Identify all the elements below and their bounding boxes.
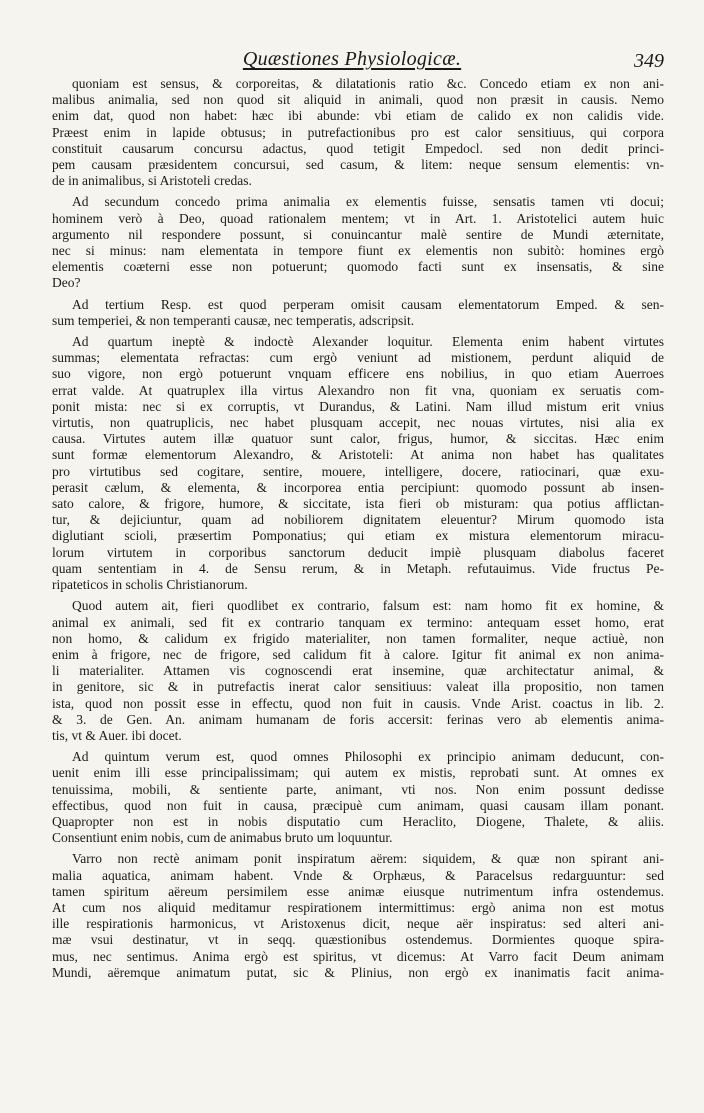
text-line: virtutis, non quatruplicis, nec habet plusquam accepit, nec nouas virtutes, nisi alia ex — [52, 415, 664, 431]
text-line: mæ vsui destinatur, vt in seqq. quæstionibus ostendemus. Dormientes quoque spira- — [52, 932, 664, 948]
text-line: At cum nos aliquid meditamur respirationem intermittimus: ergò anima non est motus — [52, 899, 664, 915]
paragraph — [52, 297, 664, 329]
text-line: tamen spiritum aëreum persimilem esse animæ eiusque nutrimentum infra ostendemus. — [52, 883, 664, 899]
text-line: Quod autem ait, fieri quodlibet ex contrario, falsum est: nam homo fit ex homine, & — [72, 598, 664, 614]
text-line: tur, & dejiciuntur, quam ad nobiliorem dignitatem eleuentur? Mirum quomodo ista — [52, 512, 664, 528]
text-line: Ad secundum concedo prima animalia ex elementis fuisse, sensatis tamen vti docui; — [72, 194, 664, 210]
text-line: non homo, & calidum ex frigido materialiter, non tamen formaliter, neque actiuè, non — [52, 630, 664, 646]
text-line: ripateticos in scholis Christianorum. — [52, 577, 248, 593]
text-line: animal ex animali, sed fit ex contrario tanquam ex termino: antequam esset homo, erat — [52, 614, 664, 630]
text-line: nec si minus: nam elementata in tempore fiunt ex elementis non subitò: homines ergò — [52, 243, 664, 259]
text-line: ista, quod non possit esse in effectu, quod non fuit in causis. Vnde Arist. coactus in lib. 2. — [52, 695, 664, 711]
text-line: & 3. de Gen. An. animam humanam de foris accersit: ferinas vero ab elementis anima- — [52, 711, 664, 727]
text-line: Varro non rectè animam ponit inspiratum aërem: siquidem, & quæ non spirant ani- — [72, 851, 664, 867]
body-text — [52, 76, 664, 986]
text-line: causa. Virtutes autem illæ quatuor sunt calor, frigus, humor, & siccitas. Hæc enim — [52, 431, 664, 447]
text-line: Quapropter non est in nobis disputatio cum Heraclito, Diogene, Thalete, & aliis. — [52, 813, 664, 829]
text-line: pem causam præsidentem concursui, sed casum, & litem: neque sensum elementis: vn- — [52, 157, 664, 173]
text-line: tenuissima, mobili, & sentiente parte, animant, vti nos. Non enim possunt dedisse — [52, 781, 664, 797]
text-line: effectibus, quod non fuit in causa, præcipuè cum animam, quasi causam illam ponant. — [52, 797, 664, 813]
text-line: Ad quartum ineptè & indoctè Alexander loquitur. Elementa enim habent virtutes — [72, 334, 664, 350]
text-line: Deo? — [52, 275, 81, 291]
text-line: suo vigore, non ergò potuerunt vnquam efficere ens nobilius, in quo etiam Auerroes — [52, 366, 664, 382]
text-line: elementis coæterni esse non potuerunt; quomodo facti sunt ex insensatis, & sine — [52, 259, 664, 275]
text-line: tis, vt & Auer. ibi docet. — [52, 727, 182, 743]
text-line: quoniam est sensus, & corporeitas, & dilatationis ratio &c. Concedo etiam ex non ani- — [72, 76, 664, 91]
paragraph — [52, 851, 664, 981]
text-line: lorum virtutem in corporibus sanctorum deducit impiè plusquam diabolus faceret — [52, 544, 664, 560]
paragraph — [52, 334, 664, 593]
text-line: sato calore, & frigore, humore, & siccitate, ista fieri ob misturam: qua potius afflictan- — [52, 496, 664, 512]
text-line: mus, nec sentimus. Anima ergò est spiritus, vt dicemus: At Varro facit Deum animam — [52, 948, 664, 964]
text-line: li materialiter. Attamen vis cognoscendi erat insemine, quæ architectatur animal, & — [52, 663, 664, 679]
text-line: ille respirationis harmonicus, vt Aristoxenus dicit, neque aër inspiratus: sed alteri ani- — [52, 916, 664, 932]
running-title: Quæstiones Physiologicæ. — [242, 48, 462, 70]
text-line: Ad quintum verum est, quod omnes Philosophi ex principio animam deducunt, con- — [72, 749, 664, 765]
paragraph — [52, 749, 664, 846]
page-header — [40, 48, 664, 74]
text-line: enim dat, quod non habet: hæc ibi abunde: vbi etiam de calido ex non calidis vide. — [52, 108, 664, 124]
text-line: sum temperiei, & non temperanti causæ, nec temperatis, adscripsit. — [52, 312, 415, 328]
text-line: diglutiant scioli, præsertim Pomponatius; qui etiam ex mistura elementorum miracu- — [52, 528, 664, 544]
text-line: quam sententiam in 4. de Sensu rerum, & in Metaph. refutauimus. Vide fructus Pe- — [52, 560, 664, 576]
text-line: errat valde. At quatruplex illa virtus Alexandro non fit vna, quoniam ex seruatis com- — [52, 382, 664, 398]
text-line: perasit cælum, & elementa, & incorporea entia percipiunt: quomodo possunt ab insen- — [52, 479, 664, 495]
paragraph — [52, 194, 664, 291]
text-line: malibus animalia, sed non quod sit aliquid in animali, quod non præsit in causis. Nemo — [52, 92, 664, 108]
text-line: argumento nil respondere possunt, si conuincantur malè sentire de Mundi æternitate, — [52, 226, 664, 242]
text-line: sunt formæ elementorum Alexandro, & Aristoteli: At anima non habet has qualitates — [52, 447, 664, 463]
text-line: Præest enim in lapide obtusus; in putrefactionibus pro est calor sensitiuus, qui corpora — [52, 124, 664, 140]
page-number: 349 — [634, 50, 664, 72]
text-line: malia aquatica, animam habent. Vnde & Orphæus, & Paracelsus redarguuntur: sed — [52, 867, 664, 883]
text-line: Consentiunt enim nobis, cum de animabus bruto um loquuntur. — [52, 830, 393, 846]
text-line: uenit enim illi esse principalissimam; qui autem ex mistis, reprobati sunt. At omnes ex — [52, 765, 664, 781]
text-line: hominem verò à Deo, quoad rationalem mentem; vt in Art. 1. Aristotelici autem huic — [52, 210, 664, 226]
paragraph — [52, 76, 664, 189]
text-line: pro virtutibus sed cogitare, sentire, mouere, intelligere, docere, ratiocinari, quæ exu- — [52, 463, 664, 479]
text-line: enim à frigore, nec de frigore, sed calidum fit à calore. Igitur fit animal ex non anima- — [52, 646, 664, 662]
text-line: Mundi, aëremque animatum putat, sic & Plinius, non ergò ex inanimatis facit anima- — [52, 964, 664, 980]
text-line: in genitore, sic & in putrefactis inerat calor sensitiuus: valeat illa propositio, non tamen — [52, 679, 664, 695]
text-line: constituit causarum concursu adactus, quod tetigit Empedocl. sed non dedit princi- — [52, 140, 664, 156]
text-line: Ad tertium Resp. est quod perperam omisit causam elementatorum Emped. & sen- — [72, 296, 664, 312]
paragraph — [52, 598, 664, 744]
text-line: summas; elementata refractas: cum ergò veniunt ad mistionem, perdunt aliquid de — [52, 350, 664, 366]
text-line: de in animalibus, si Aristoteli credas. — [52, 173, 252, 189]
text-line: ponit mista: nec si ex corruptis, vt Durandus, & Latini. Nam illud mistum erit vnius — [52, 398, 664, 414]
